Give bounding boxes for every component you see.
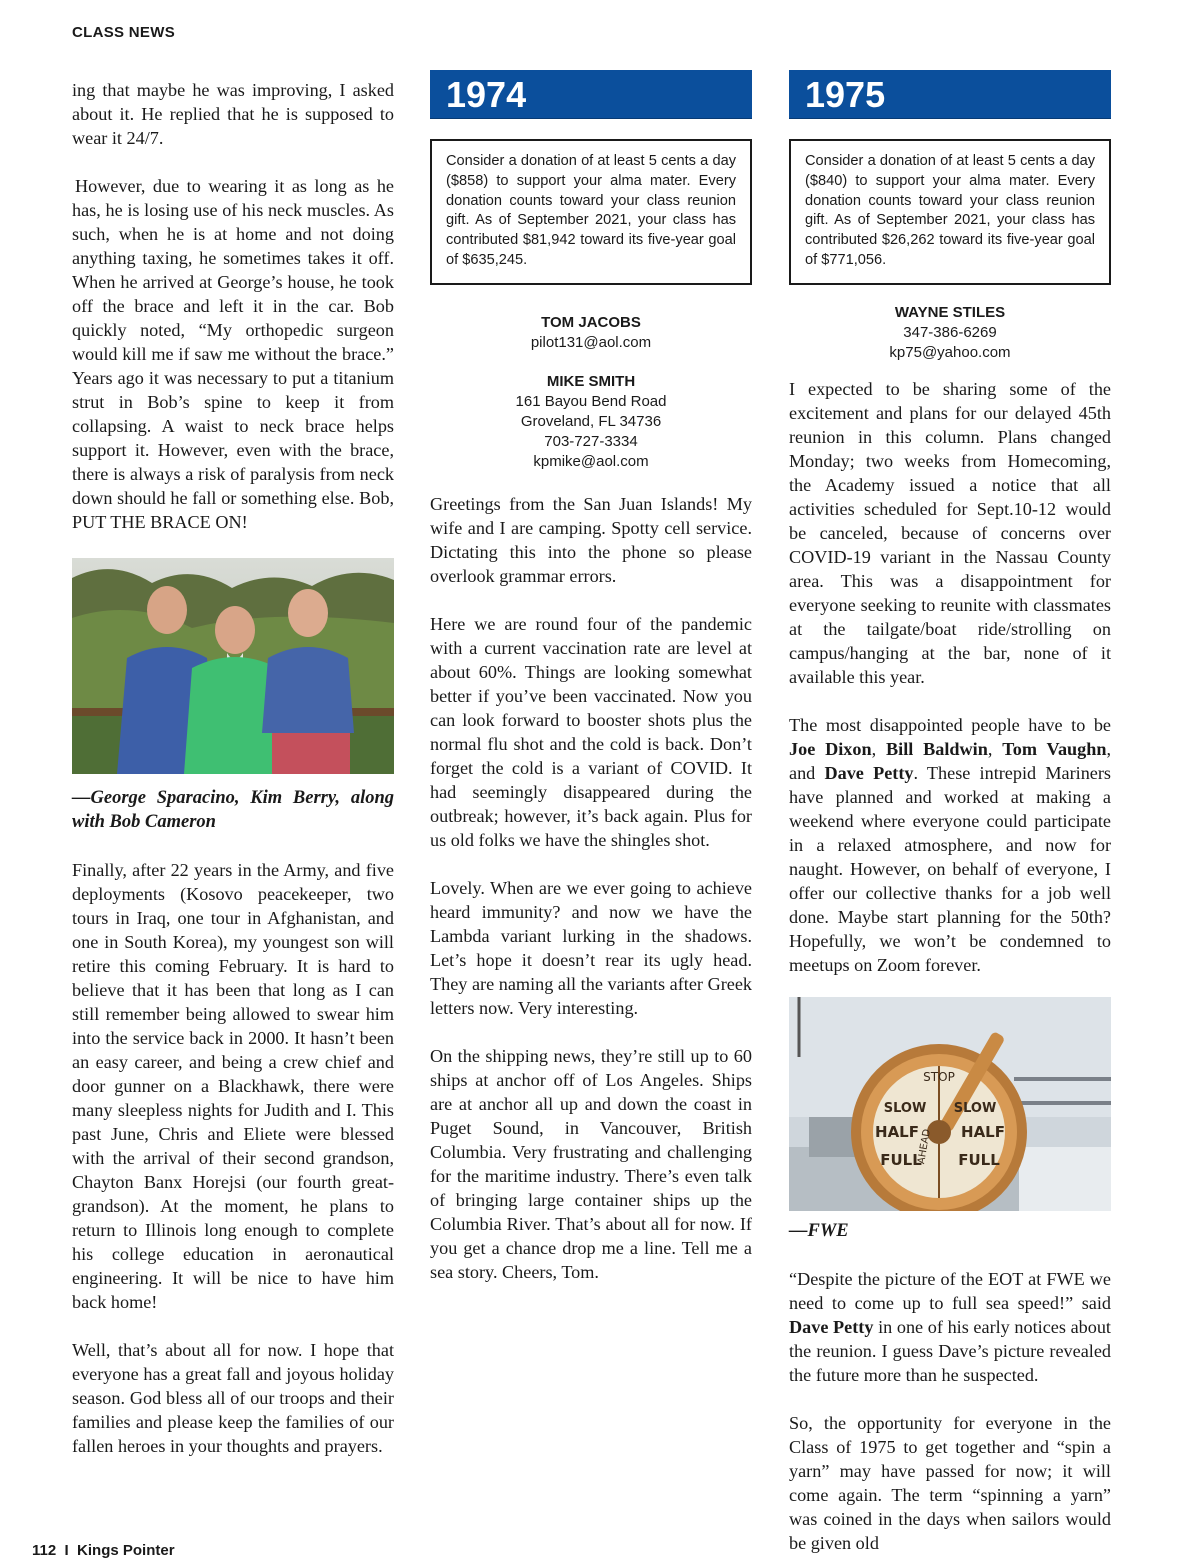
photo-caption: —FWE [789, 1220, 849, 1241]
contact-email: kp75@yahoo.com [889, 343, 1011, 361]
dial-label-full-ahead: FULL [880, 1150, 922, 1169]
group-photo-image [72, 558, 394, 774]
column-1975 [789, 70, 1111, 1555]
contact-name: MIKE SMITH [546, 372, 636, 390]
paragraph: “Despite the picture of the EOT at FWE we need to come up to full sea speed!” said Dave Petty in one of his early notices about the reunion. I guess Dave’s picture revealed the future more than he suspected. [789, 1268, 1111, 1385]
paragraph: Finally, after 22 years in the Army, and five deployments (Kosovo peacekeeper, two tours in Iraq, one tour in Afghanistan, and one in South Korea), my youngest son will retire this coming February. It is hard to believe that it has been that long as I can still remember being allowed to swear him into the service back in 2000. It hasn’t been an easy career, and being a crew chief and door gunner on a Blackhawk, there were many sleepless nights for Judith and I. This past June, Chris and Eliete were blessed with the arrival of their second grandson, Chayton Banx Horejsi (our fourth great-grandson). At the moment, he plans to return to Illinois long enough to complete his college education in aeronautical engineering. It will be nice to have him back home! [72, 860, 394, 1312]
person-name: Joe Dixon [789, 738, 872, 759]
class-year-header: 1974 [430, 70, 752, 119]
eot-photo-image [789, 997, 1111, 1211]
paragraph: ing that maybe he was improving, I asked about it. He replied that he is supposed to wear it 24/7. [72, 80, 394, 148]
person-name: Dave Petty [789, 1316, 874, 1337]
contact-city: Groveland, FL 34736 [520, 412, 662, 430]
dial-label-full-astern: FULL [958, 1150, 1000, 1169]
dial-label-stop: STOP [923, 1069, 955, 1084]
person-name: Tom Vaughn [1002, 738, 1107, 759]
column-1974 [430, 70, 752, 1284]
paragraph: Here we are round four of the pandemic with a current vaccination rate are level at about 60%. Things are looking somewhat better if you’ve been vaccinated. Now you can look forward to booster shots plus the normal flu shot and the cold is back. Don’t forget the cold is a variant of COVID. It had seemingly disappeared during the outbreak; however, it’s back again. Plus for us old folks we have the shingles shot. [430, 613, 752, 850]
page-footer: 112 I Kings Pointer [32, 1542, 175, 1559]
paragraph: On the shipping news, they’re still up to 60 ships at anchor off of Los Angeles. Ships are at anchor all up and down the coast in Puget Sound, in Vancouver, British Columbia. Very frustrating and challenging for the maritime industry. There’s even talk of bringing large container ships up the Columbia River. That’s about all for now. If you get a chance drop me a line. Tell me a sea story. Cheers, Tom. [430, 1045, 752, 1282]
dial-label-half-ahead: HALF [875, 1122, 919, 1141]
paragraph: Greetings from the San Juan Islands! My wife and I are camping. Spotty cell service. Dictating this into the phone so please overlook grammar errors. [430, 493, 752, 586]
class-contact [430, 313, 752, 353]
dial-label-ahead: AHEAD [916, 1128, 934, 1165]
section-label: CLASS NEWS [72, 24, 176, 41]
dial-label-slow-ahead: SLOW [883, 1100, 927, 1116]
paragraph: I expected to be sharing some of the excitement and plans for our delayed 45th reunion in this column. Plans changed Monday; two weeks from Homecoming, the Academy issued a notice that all activities scheduled for Sept.10-12 would be canceled, because of concerns over COVID-19 variant in the Nassau County area. This was a disappointment for everyone seeking to reunite with classmates at the tailgate/boat ride/strolling on campus/hanging at the bar, none of it available this year. [789, 378, 1111, 687]
class-contact [789, 303, 1111, 363]
contact-name: TOM JACOBS [541, 313, 641, 331]
person-name: Dave Petty [824, 762, 914, 783]
contact-phone: 347-386-6269 [903, 323, 997, 341]
dial-label-half-astern: HALF [961, 1122, 1005, 1141]
photo-caption: —George Sparacino, Kim Berry, along with Bob Cameron [72, 788, 394, 832]
class-contact [430, 372, 752, 472]
dial-label-slow-astern: SLOW [953, 1100, 997, 1116]
contact-phone: 703-727-3334 [544, 432, 638, 450]
paragraph: The most disappointed people have to be Joe Dixon, Bill Baldwin, Tom Vaughn, and Dave Petty. These intrepid Mariners have planned and worked at making a weekend where everyone could participate in a relaxed atmosphere, and now for naught. However, on behalf of everyone, I offer our collective thanks for a job well done. Maybe start planning for the 50th? Hopefully, we won’t be condemned to meetups on Zoom forever. [789, 714, 1112, 975]
class-year-header: 1975 [789, 70, 1111, 119]
paragraph: So, the opportunity for everyone in the Class of 1975 to get together and “spin a yarn” may have passed for now; it will come again. The term “spinning a yarn” was coined in the days when sailors would be given old [789, 1412, 1111, 1553]
paragraph: Well, that’s about all for now. I hope that everyone has a great fall and joyous holiday season. God bless all of our troops and their families and please keep the families of our fallen heroes in your thoughts and prayers. [72, 1340, 394, 1456]
eot-photo [789, 997, 1111, 1211]
donation-box: Consider a donation of at least 5 cents a day ($840) to support your alma mater. Every donation counts toward your class reunion gift. As of September 2021, your class has contributed $26,262 toward its five-year goal of $771,056. [789, 139, 1111, 285]
column-left [72, 78, 394, 1458]
contact-name: WAYNE STILES [894, 303, 1006, 321]
contact-email: pilot131@aol.com [530, 333, 652, 351]
group-photo [72, 558, 394, 774]
person-name: Bill Baldwin [886, 738, 988, 759]
paragraph: However, due to wearing it as long as he has, he is losing use of his neck muscles. As such, when he is at home and not doing anything taxing, he sometimes takes it off. When he arrived at George’s house, he took off the brace and left it in the car. Bob quickly noted, “My orthopedic surgeon would kill me if saw me without the brace.” Years ago it was necessary to put a titanium strut in Bob’s spine to keep it from collapsing. A waist to neck brace helps support it. However, even with the brace, there is always a risk of paralysis from neck down should he fall or something else. Bob, PUT THE BRACE ON! [72, 176, 394, 532]
donation-box: Consider a donation of at least 5 cents a day ($858) to support your alma mater. Every donation counts toward your class reunion gift. As of September 2021, your class has contributed $81,942 toward its five-year goal of $635,245. [430, 139, 752, 285]
contact-address: 161 Bayou Bend Road [515, 392, 667, 410]
paragraph: Lovely. When are we ever going to achieve heard immunity? and now we have the Lambda variant lurking in the shadows. Let’s hope it doesn’t rear its ugly head. They are naming all the variants after Greek letters now. Very interesting. [430, 877, 752, 1018]
contact-email: kpmike@aol.com [533, 452, 649, 470]
